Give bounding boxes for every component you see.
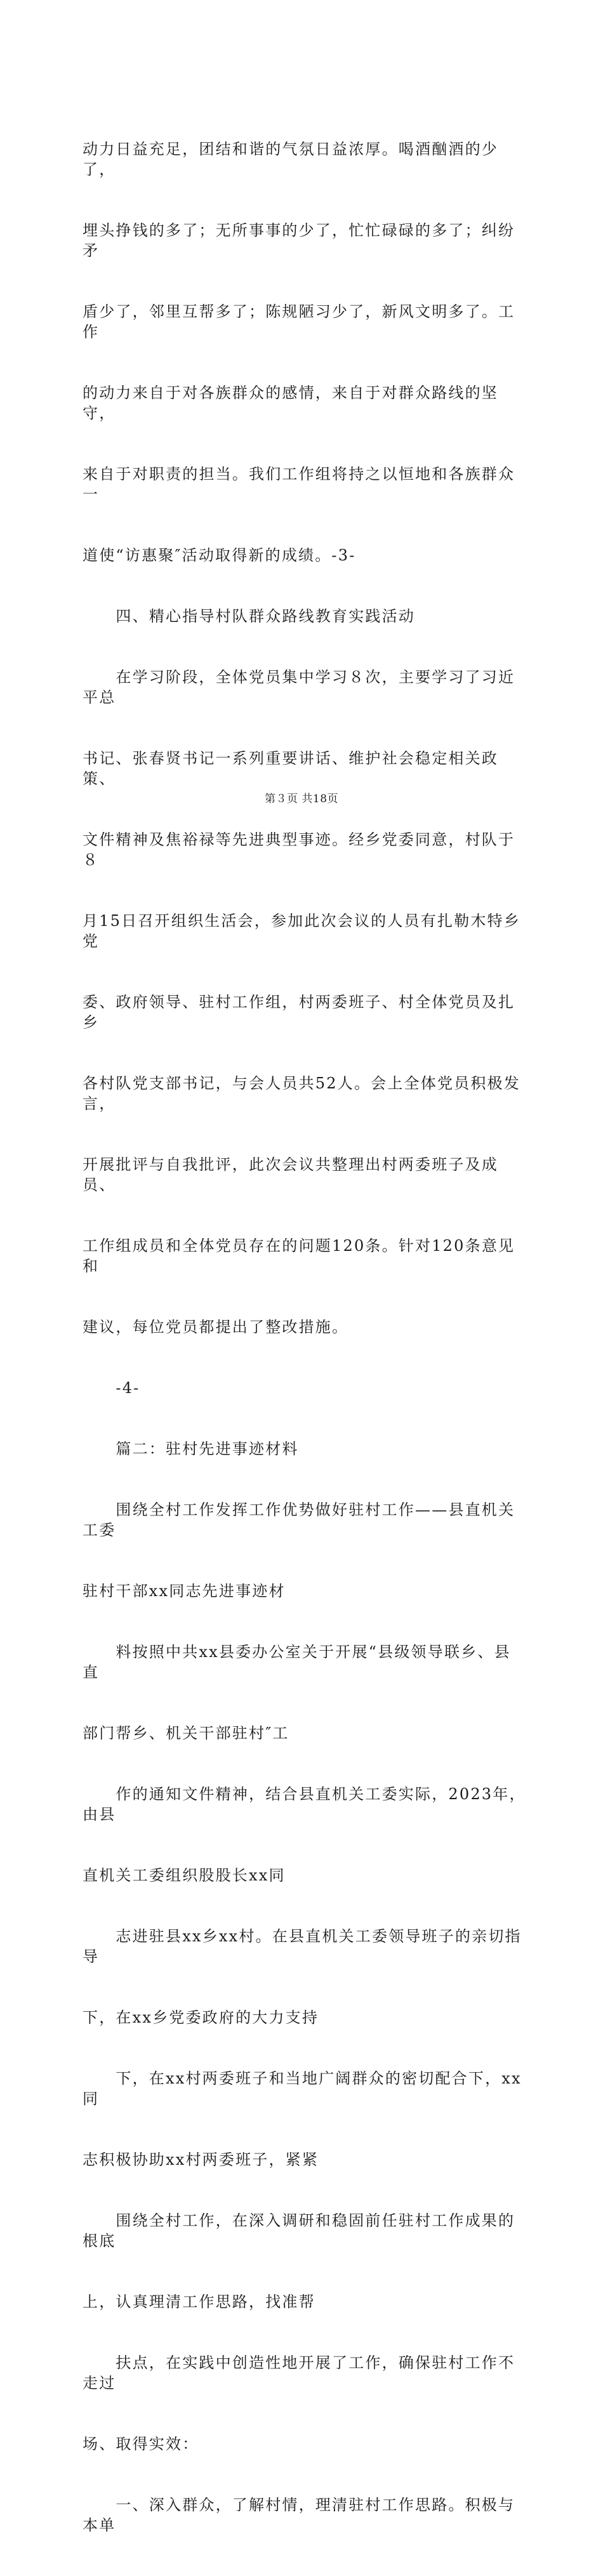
text-line: 围绕全村工作发挥工作优势做好驻村工作——县直机关工委 — [83, 1501, 515, 1539]
text-line: 志进驻县xx乡xx村。在县直机关工委领导班子的亲切指导 — [83, 1927, 522, 1965]
text-line: 上，认真理清工作思路，找准帮 — [83, 2293, 315, 2311]
text-line: 道使“访惠聚″活动取得新的成绩。-3- — [83, 546, 356, 564]
page-marker: -4- — [83, 1379, 140, 1397]
text-line: 场、取得实效： — [83, 2435, 199, 2453]
text-line: 在学习阶段，全体党员集中学习８次，主要学习了习近平总 — [83, 668, 515, 706]
text-line: 各村队党支部书记，与会人员共52人。会上全体党员积极发言， — [83, 1074, 520, 1113]
text-line: 书记、张春贤书记一系列重要讲话、维护社会稳定相关政策、 — [83, 750, 498, 788]
text-line: 下，在xx乡党委政府的大力支持 — [83, 2009, 319, 2026]
text-line: 委、政府领导、驻村工作组，村两委班子、村全体党员及扎乡 — [83, 993, 515, 1031]
text-line: 开展批评与自我批评，此次会议共整理出村两委班子及成员、 — [83, 1156, 498, 1194]
text-line: 月15日召开组织生活会，参加此次会议的人员有扎勒木特乡党 — [83, 912, 520, 950]
body-text — [83, 98, 527, 2576]
text-line: 直机关工委组织股股长xx同 — [83, 1866, 286, 1884]
text-line: 驻村干部xx同志先进事迹材 — [83, 1582, 286, 1600]
text-line: 一、深入群众，了解村情，理清驻村工作思路。积极与本单 — [83, 2496, 515, 2534]
text-line: 建议，每位党员都提出了整改措施。 — [83, 1318, 349, 1336]
text-line: 下，在xx村两委班子和当地广阔群众的密切配合下，xx同 — [83, 2070, 522, 2108]
text-line: 围绕全村工作，在深入调研和稳固前任驻村工作成果的根底 — [83, 2212, 515, 2250]
text-line: 文件精神及焦裕禄等先进典型事迹。经乡党委同意，村队于８ — [83, 831, 515, 869]
section-heading: 篇二：驻村先进事迹材料 — [83, 1440, 299, 1458]
text-line: 来自于对职责的担当。我们工作组将持之以恒地和各族群众一 — [83, 465, 515, 503]
text-line: 的动力来自于对各族群众的感情，来自于对群众路线的坚守， — [83, 384, 498, 422]
text-line: 工作组成员和全体党员存在的问题120条。针对120条意见和 — [83, 1237, 515, 1275]
text-line: 作的通知文件精神，结合县直机关工委实际，2023年，由县 — [83, 1785, 526, 1823]
text-line: 料按照中共xx县委办公室关于开展“县级领导联乡、县直 — [83, 1643, 511, 1681]
text-line: 动力日益充足，团结和谐的气氛日益浓厚。喝酒酗酒的少了， — [83, 140, 498, 178]
text-line: 盾少了，邻里互帮多了；陈规陋习少了，新风文明多了。工作 — [83, 303, 515, 341]
text-line: 志积极协助xx村两委班子，紧紧 — [83, 2151, 319, 2169]
text-line: 扶点，在实践中创造性地开展了工作，确保驻村工作不走过 — [83, 2354, 515, 2392]
document-body — [83, 98, 527, 2576]
text-line: 部门帮乡、机关干部驻村″工 — [83, 1724, 289, 1742]
text-line: 埋头挣钱的多了；无所事事的少了，忙忙碌碌的多了；纠纷矛 — [83, 221, 515, 260]
section-heading: 四、精心指导村队群众路线教育实践活动 — [83, 607, 415, 625]
page-number-footer: 第３页 共18页 — [264, 793, 339, 805]
